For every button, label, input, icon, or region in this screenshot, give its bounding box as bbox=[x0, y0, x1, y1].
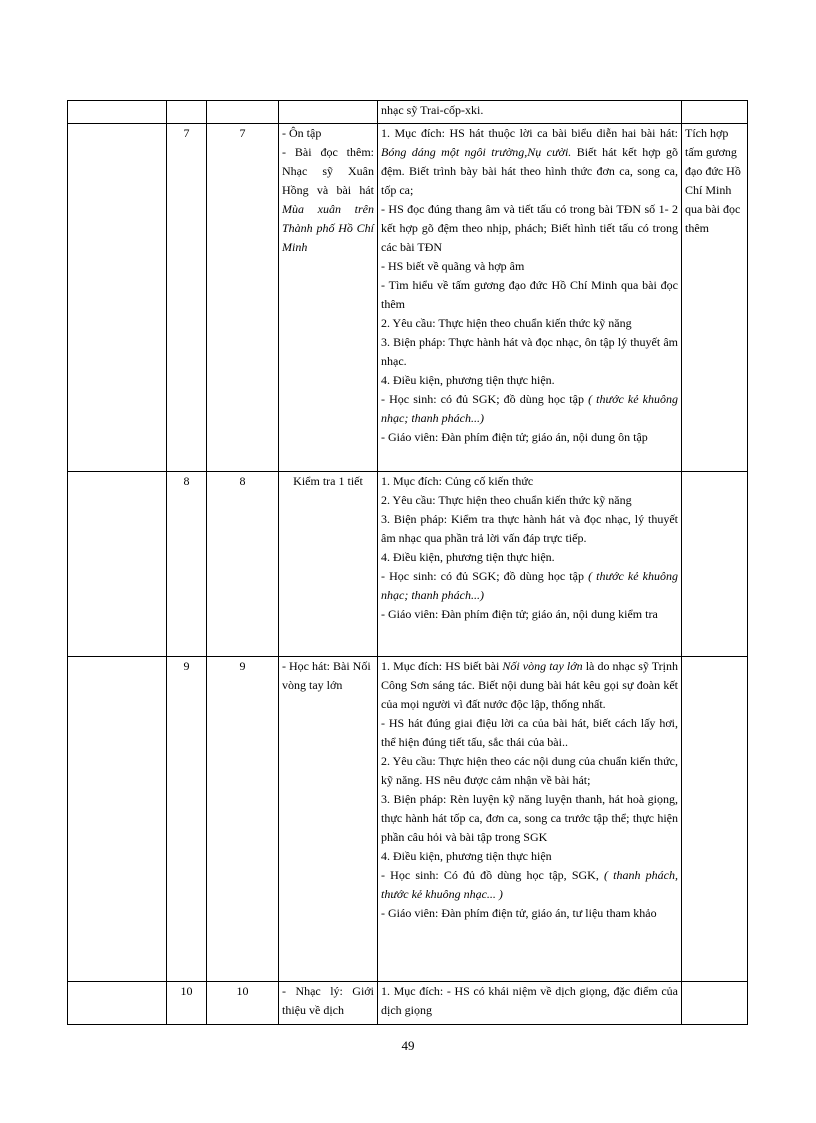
lesson-number: 7 bbox=[207, 124, 279, 472]
cell-empty bbox=[682, 982, 748, 1025]
lesson-song-italic: Mùa xuân trên Thành phố Hồ Chí Minh bbox=[282, 202, 374, 254]
detail-line: 1. Mục đích: Củng cố kiến thức bbox=[381, 474, 534, 488]
lesson-text: - Học hát: bbox=[282, 659, 333, 673]
detail-line bbox=[381, 567, 678, 605]
cell-detail bbox=[378, 101, 682, 124]
detail-text: nhạc sỹ Trai-cốp-xki. bbox=[381, 103, 484, 117]
cell-details bbox=[378, 124, 682, 472]
curriculum-table bbox=[67, 100, 748, 1025]
detail-text: 1. Mục đích: HS hát thuộc lời ca bài biểu diễn hai bài hát: bbox=[381, 126, 678, 140]
lesson-number: 8 bbox=[207, 472, 279, 657]
table-row bbox=[68, 472, 748, 657]
cell-empty bbox=[682, 472, 748, 657]
cell-details bbox=[378, 472, 682, 657]
detail-italic: ( thanh phách, thước kẻ khuông nhạc... ) bbox=[381, 868, 679, 901]
detail-italic: Bóng dáng một ngôi trường,Nụ cười. bbox=[381, 145, 572, 159]
cell-empty bbox=[167, 101, 207, 124]
detail-line: 2. Yêu cầu: Thực hiện theo chuẩn kiến thức kỹ năng bbox=[381, 316, 632, 330]
detail-line: - Giáo viên: Đàn phím điện tử; giáo án, nội dung kiểm tra bbox=[381, 607, 658, 621]
cell-empty bbox=[68, 124, 167, 472]
cell-empty bbox=[68, 472, 167, 657]
detail-line: 3. Biện pháp: Kiểm tra thực hành hát và đọc nhạc, lý thuyết âm nhạc qua phần trả lời vấn đáp trực tiếp. bbox=[381, 512, 678, 545]
detail-line: - HS đọc đúng thang âm và tiết tấu có trong bài TĐN số 1- 2 kết hợp gõ đệm theo nhịp, phách; Biết hình tiết tấu có trong các bài TĐN bbox=[381, 202, 678, 254]
cell-empty bbox=[682, 101, 748, 124]
detail-text: 1. Mục đích: HS biết bài bbox=[381, 659, 503, 673]
lesson-title: Kiểm tra 1 tiết bbox=[279, 472, 378, 657]
cell-details bbox=[378, 982, 682, 1025]
detail-line: 2. Yêu cầu: Thực hiện theo các nội dung của chuẩn kiến thức, kỹ năng. HS nêu được cảm nhận về bài hát; bbox=[381, 754, 678, 787]
lesson-number: 10 bbox=[207, 982, 279, 1025]
detail-text: - Học sinh: có đủ SGK; đồ dùng học tập bbox=[381, 569, 589, 583]
detail-line: 1. Mục đích: - HS có khái niệm về dịch giọng, đặc điểm của dịch giọng bbox=[381, 984, 678, 1017]
week-number: 10 bbox=[167, 982, 207, 1025]
detail-text: Biết hát kết hợp gõ đệm. Biết trình bày bài hát theo hình thức đơn ca, song ca, tốp ca; bbox=[381, 145, 678, 197]
detail-line bbox=[381, 657, 678, 714]
detail-line: 2. Yêu cầu: Thực hiện theo chuẩn kiến thức kỹ năng bbox=[381, 493, 632, 507]
detail-text: là do nhạc sỹ Trịnh Công Sơn sáng tác. Biết nội dung bài hát kêu gọi sự đoàn kết của mọi người vì đất nước độc lập, thống nhất. bbox=[381, 659, 678, 711]
cell-empty bbox=[68, 101, 167, 124]
lesson-song-italic: Bài Nối vòng tay lớn bbox=[282, 659, 371, 692]
lesson-line: - Ôn tập bbox=[282, 126, 322, 140]
cell-empty bbox=[68, 982, 167, 1025]
cell-details bbox=[378, 657, 682, 982]
lesson-title bbox=[279, 657, 378, 982]
detail-line: - Giáo viên: Đàn phím điện tử, giáo án, tư liệu tham khảo bbox=[381, 906, 657, 920]
detail-line: 4. Điều kiện, phương tiện thực hiện. bbox=[381, 373, 555, 387]
lesson-title: - Nhạc lý: Giới thiệu về dịch bbox=[279, 982, 378, 1025]
detail-line: 4. Điều kiện, phương tiện thực hiện. bbox=[381, 550, 555, 564]
cell-empty bbox=[279, 101, 378, 124]
detail-line: 3. Biện pháp: Thực hành hát và đọc nhạc, ôn tập lý thuyết âm nhạc. bbox=[381, 335, 678, 368]
cell-empty bbox=[68, 657, 167, 982]
detail-line bbox=[381, 124, 678, 200]
week-number: 8 bbox=[167, 472, 207, 657]
detail-line: - HS biết về quãng và hợp âm bbox=[381, 259, 525, 273]
lesson-number: 9 bbox=[207, 657, 279, 982]
detail-line: 4. Điều kiện, phương tiện thực hiện bbox=[381, 849, 552, 863]
detail-text: - Học sinh: Có đủ đồ dùng học tập, SGK, bbox=[381, 868, 605, 882]
table-row bbox=[68, 657, 748, 982]
detail-line: - Tìm hiểu về tấm gương đạo đức Hồ Chí Minh qua bài đọc thêm bbox=[381, 278, 678, 311]
page-number: 49 bbox=[401, 1038, 415, 1053]
detail-line bbox=[381, 390, 678, 428]
integration-note: Tích hợp tấm gương đạo đức Hồ Chí Minh qua bài đọc thêm bbox=[685, 126, 741, 235]
detail-line: - Giáo viên: Đàn phím điện tử; giáo án, nội dung ôn tập bbox=[381, 430, 648, 444]
cell-note bbox=[682, 124, 748, 472]
detail-line bbox=[381, 866, 678, 904]
detail-italic: Nối vòng tay lớn bbox=[502, 659, 583, 673]
detail-text: - Học sinh: có đủ SGK; đồ dùng học tập bbox=[381, 392, 589, 406]
cell-empty bbox=[682, 657, 748, 982]
lesson-line bbox=[282, 143, 374, 257]
week-number: 9 bbox=[167, 657, 207, 982]
table-row bbox=[68, 124, 748, 472]
lesson-text: - Bài đọc thêm: Nhạc sỹ Xuân Hồng và bài hát bbox=[282, 145, 374, 197]
week-number: 7 bbox=[167, 124, 207, 472]
table-row bbox=[68, 101, 748, 124]
detail-italic: ( thước kẻ khuông nhạc; thanh phách...) bbox=[381, 569, 678, 602]
detail-line: 3. Biện pháp: Rèn luyện kỹ năng luyện thanh, hát hoà giọng, thực hành hát tốp ca, đơn ca, song ca trước tập thể; thực hiện phần câu hỏi và bài tập trong SGK bbox=[381, 792, 678, 844]
detail-italic: ( thước kẻ khuông nhạc; thanh phách...) bbox=[381, 392, 678, 425]
table-row bbox=[68, 982, 748, 1025]
detail-line: - HS hát đúng giai điệu lời ca của bài hát, biết cách lấy hơi, thể hiện đúng tiết tấu, sắc thái của bài.. bbox=[381, 716, 678, 749]
cell-empty bbox=[207, 101, 279, 124]
lesson-title bbox=[279, 124, 378, 472]
